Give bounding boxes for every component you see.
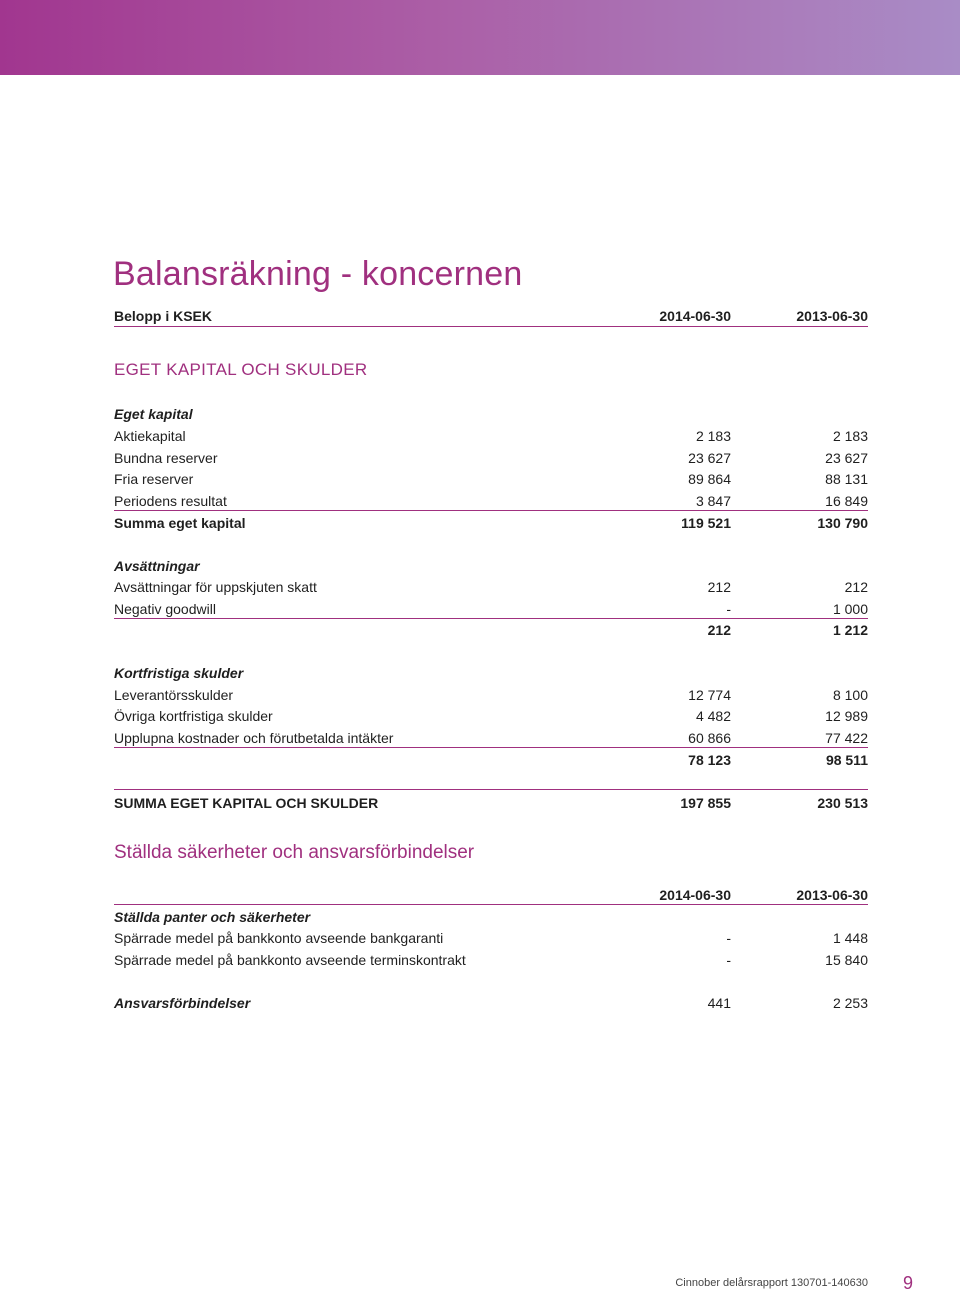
provisions-total-row — [114, 620, 868, 640]
current-liabilities-heading: Kortfristiga skulder — [114, 665, 244, 681]
value-2013: 212 — [844, 579, 868, 595]
subtotal-divider — [114, 618, 868, 619]
column-header-2014: 2014-06-30 — [659, 308, 731, 324]
value-2013: 8 100 — [832, 687, 868, 703]
value-2013: 2 253 — [832, 995, 868, 1011]
value-2014: 89 864 — [688, 471, 731, 487]
equity-total-row — [114, 513, 868, 533]
header-divider — [114, 326, 868, 327]
row-label: Spärrade medel på bankkonto avseende bankgaranti — [114, 930, 444, 946]
value-2013: 230 513 — [817, 795, 868, 811]
page-title: Balansräkning - koncernen — [113, 255, 523, 293]
value-2014: 4 482 — [695, 708, 731, 724]
value-2013: 1 212 — [832, 622, 868, 638]
row-label: Ansvarsförbindelser — [114, 995, 251, 1011]
value-2014: 441 — [707, 995, 731, 1011]
value-2014: 212 — [707, 622, 731, 638]
value-2014: 60 866 — [688, 730, 731, 746]
row-label: Spärrade medel på bankkonto avseende terminskontrakt — [114, 952, 466, 968]
row-label: Bundna reserver — [114, 450, 218, 466]
value-2014: 3 847 — [695, 493, 731, 509]
value-2014: 119 521 — [681, 515, 731, 531]
table-row — [114, 448, 868, 468]
provisions-heading: Avsättningar — [114, 558, 200, 574]
row-label: Negativ goodwill — [114, 601, 216, 617]
top-color-band — [0, 0, 960, 75]
subtotal-divider — [114, 747, 868, 748]
value-2014: 12 774 — [688, 687, 731, 703]
current-liabilities-heading-row — [114, 663, 868, 683]
provisions-heading-row — [114, 556, 868, 576]
table-row — [114, 469, 868, 489]
row-label: Fria reserver — [114, 471, 194, 487]
row-label: Leverantörsskulder — [114, 687, 234, 703]
value-2013: 88 131 — [825, 471, 868, 487]
contingent-liabilities-row — [114, 993, 868, 1013]
value-2013: 1 000 — [832, 601, 868, 617]
row-label: Avsättningar för uppskjuten skatt — [114, 579, 317, 595]
section-heading: EGET KAPITAL OCH SKULDER — [114, 360, 368, 379]
row-label: SUMMA EGET KAPITAL OCH SKULDER — [114, 795, 379, 811]
value-2013: 77 422 — [825, 730, 868, 746]
pledges-title: Ställda säkerheter och ansvarsförbindelser — [114, 842, 475, 863]
equity-heading: Eget kapital — [114, 406, 193, 422]
grand-total-divider — [114, 789, 868, 790]
value-2014: 2 183 — [695, 428, 731, 444]
table-row — [114, 706, 868, 726]
table-row — [114, 728, 868, 748]
value-2014: 23 627 — [688, 450, 731, 466]
value-2013: 16 849 — [825, 493, 868, 509]
table-row — [114, 950, 868, 970]
row-label: Periodens resultat — [114, 493, 227, 509]
page-number: 9 — [903, 1273, 914, 1293]
value-2013: 23 627 — [825, 450, 868, 466]
table-row — [114, 928, 868, 948]
pledges-header-divider — [114, 904, 868, 905]
table-row — [114, 426, 868, 446]
pledges-heading-row — [114, 907, 868, 927]
column-header-2013: 2013-06-30 — [796, 887, 868, 903]
table-row — [114, 491, 868, 511]
subtotal-divider — [114, 510, 868, 511]
column-header-2014: 2014-06-30 — [659, 887, 731, 903]
row-label: Upplupna kostnader och förutbetalda intäkter — [114, 730, 394, 746]
pledges-column-header-row — [114, 885, 868, 905]
value-2013: 1 448 — [832, 930, 868, 946]
value-2014: - — [726, 930, 731, 946]
row-label: Aktiekapital — [114, 428, 186, 444]
value-2013: 98 511 — [825, 752, 868, 768]
current-liabilities-total-row — [114, 750, 868, 770]
pledges-heading: Ställda panter och säkerheter — [114, 909, 311, 925]
value-2013: 15 840 — [825, 952, 868, 968]
column-header-2013: 2013-06-30 — [796, 308, 868, 324]
value-2014: 212 — [707, 579, 731, 595]
value-2014: - — [726, 952, 731, 968]
value-2013: 12 989 — [825, 708, 868, 724]
table-row — [114, 599, 868, 619]
equity-heading-row — [114, 404, 868, 424]
value-2014: - — [726, 601, 731, 617]
footer-text: Cinnober delårsrapport 130701-140630 — [675, 1277, 868, 1289]
table-row — [114, 577, 868, 597]
column-header-row — [114, 306, 868, 326]
value-2013: 2 183 — [832, 428, 868, 444]
row-label: Summa eget kapital — [114, 515, 246, 531]
amount-unit-label: Belopp i KSEK — [114, 308, 213, 324]
grand-total-row — [114, 793, 868, 813]
table-row — [114, 685, 868, 705]
value-2013: 130 790 — [817, 515, 868, 531]
value-2014: 197 855 — [680, 795, 731, 811]
value-2014: 78 123 — [688, 752, 731, 768]
row-label: Övriga kortfristiga skulder — [114, 708, 273, 724]
